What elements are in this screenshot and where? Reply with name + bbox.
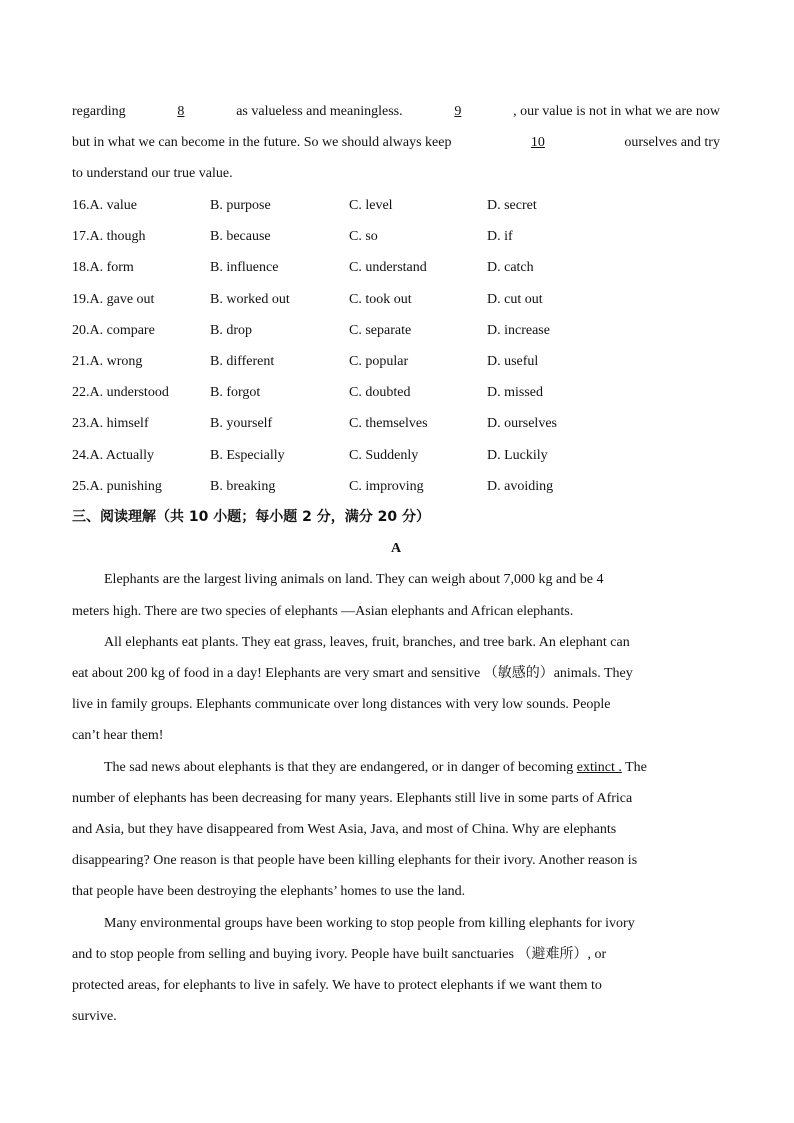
option-d: D. Luckily xyxy=(487,448,548,463)
passage-text: The sad news about elephants is that they are endangered, or in danger of becoming xyxy=(104,760,574,775)
option-d: D. missed xyxy=(487,385,543,400)
option-b: B. forgot xyxy=(210,385,261,400)
passage-line: that people have been destroying the elephants’ homes to use the land. xyxy=(72,884,466,899)
passage-line xyxy=(72,752,720,783)
cloze-text: as valueless and meaningless. xyxy=(236,104,403,119)
passage-line: live in family groups. Elephants communicate over long distances with very low sounds. People xyxy=(72,697,611,712)
option-a: 18.A. form xyxy=(72,260,134,275)
passage-text: The xyxy=(625,760,647,775)
option-c: C. improving xyxy=(349,479,424,494)
option-c: C. themselves xyxy=(349,416,428,431)
blank-8: 8 xyxy=(177,104,185,119)
passage-line: Many environmental groups have been working to stop people from killing elephants for ivory xyxy=(104,916,635,931)
option-a: 16.A. value xyxy=(72,198,137,213)
option-d: D. ourselves xyxy=(487,416,557,431)
option-c: C. Suddenly xyxy=(349,448,419,463)
option-b: B. Especially xyxy=(210,448,285,463)
cloze-text: regarding xyxy=(72,104,126,119)
option-a: 17.A. though xyxy=(72,229,146,244)
option-b: B. drop xyxy=(210,323,252,338)
option-a: 24.A. Actually xyxy=(72,448,155,463)
option-c: C. level xyxy=(349,198,393,213)
option-d: D. increase xyxy=(487,323,550,338)
option-b: B. worked out xyxy=(210,292,290,307)
option-b: B. because xyxy=(210,229,271,244)
option-c: C. separate xyxy=(349,323,412,338)
options-row-19 xyxy=(72,284,720,315)
option-c: C. so xyxy=(349,229,378,244)
options-row-22 xyxy=(72,377,720,408)
option-a: 25.A. punishing xyxy=(72,479,162,494)
options-row-24 xyxy=(72,440,720,471)
option-a: 23.A. himself xyxy=(72,416,149,431)
option-d: D. useful xyxy=(487,354,539,369)
option-d: D. secret xyxy=(487,198,537,213)
cloze-text: but in what we can become in the future. So we should always keep xyxy=(72,135,452,150)
options-row-16 xyxy=(72,190,720,221)
passage-line: disappearing? One reason is that people have been killing elephants for their ivory. Another reason is xyxy=(72,853,638,868)
options-row-23 xyxy=(72,408,720,439)
options-row-20 xyxy=(72,315,720,346)
option-a: 21.A. wrong xyxy=(72,354,143,369)
option-d: D. cut out xyxy=(487,292,543,307)
passage-line: and Asia, but they have disappeared from West Asia, Java, and most of China. Why are elephants xyxy=(72,822,617,837)
passage-line: can’t hear them! xyxy=(72,728,164,743)
option-c: C. popular xyxy=(349,354,409,369)
blank-9: 9 xyxy=(454,104,462,119)
passage-line: survive. xyxy=(72,1009,117,1024)
cloze-text: ourselves and try xyxy=(624,135,720,150)
section-heading: 三、阅读理解（共 10 小题；每小题 2 分，满分 20 分） xyxy=(72,509,430,525)
option-c: C. understand xyxy=(349,260,427,275)
option-b: B. breaking xyxy=(210,479,276,494)
option-c: C. took out xyxy=(349,292,412,307)
cloze-line-1 xyxy=(72,96,720,127)
cloze-line-2 xyxy=(72,127,720,158)
option-b: B. yourself xyxy=(210,416,273,431)
passage-title: A xyxy=(390,541,402,556)
option-b: B. different xyxy=(210,354,275,369)
passage-line: and to stop people from selling and buying ivory. People have built sanctuaries （避难所）, or xyxy=(72,947,607,962)
passage-line: meters high. There are two species of elephants —Asian elephants and African elephants. xyxy=(72,604,574,619)
underlined-word-extinct: extinct . xyxy=(576,760,622,775)
option-a: 19.A. gave out xyxy=(72,292,155,307)
cloze-line-3: to understand our true value. xyxy=(72,166,233,181)
option-d: D. avoiding xyxy=(487,479,554,494)
option-d: D. catch xyxy=(487,260,534,275)
passage-text: Elephants are the largest living animals on land. They can weigh about 7,000 kg and be 4 xyxy=(104,572,604,587)
passage-line: number of elephants has been decreasing for many years. Elephants still live in some parts of Africa xyxy=(72,791,633,806)
option-a: 20.A. compare xyxy=(72,323,155,338)
option-b: B. influence xyxy=(210,260,279,275)
passage-line: eat about 200 kg of food in a day! Elephants are very smart and sensitive （敏感的）animals. They xyxy=(72,666,633,681)
cloze-text: , our value is not in what we are now xyxy=(513,104,720,119)
passage-line xyxy=(72,564,720,595)
option-a: 22.A. understood xyxy=(72,385,169,400)
passage-line: All elephants eat plants. They eat grass, leaves, fruit, branches, and tree bark. An elephant can xyxy=(104,635,630,650)
options-row-21 xyxy=(72,346,720,377)
passage-line: protected areas, for elephants to live in safely. We have to protect elephants if we want them to xyxy=(72,978,602,993)
option-b: B. purpose xyxy=(210,198,271,213)
options-row-18 xyxy=(72,252,720,283)
options-row-17 xyxy=(72,221,720,252)
option-c: C. doubted xyxy=(349,385,411,400)
blank-10: 10 xyxy=(530,135,545,150)
options-row-25 xyxy=(72,471,720,502)
option-d: D. if xyxy=(487,229,513,244)
